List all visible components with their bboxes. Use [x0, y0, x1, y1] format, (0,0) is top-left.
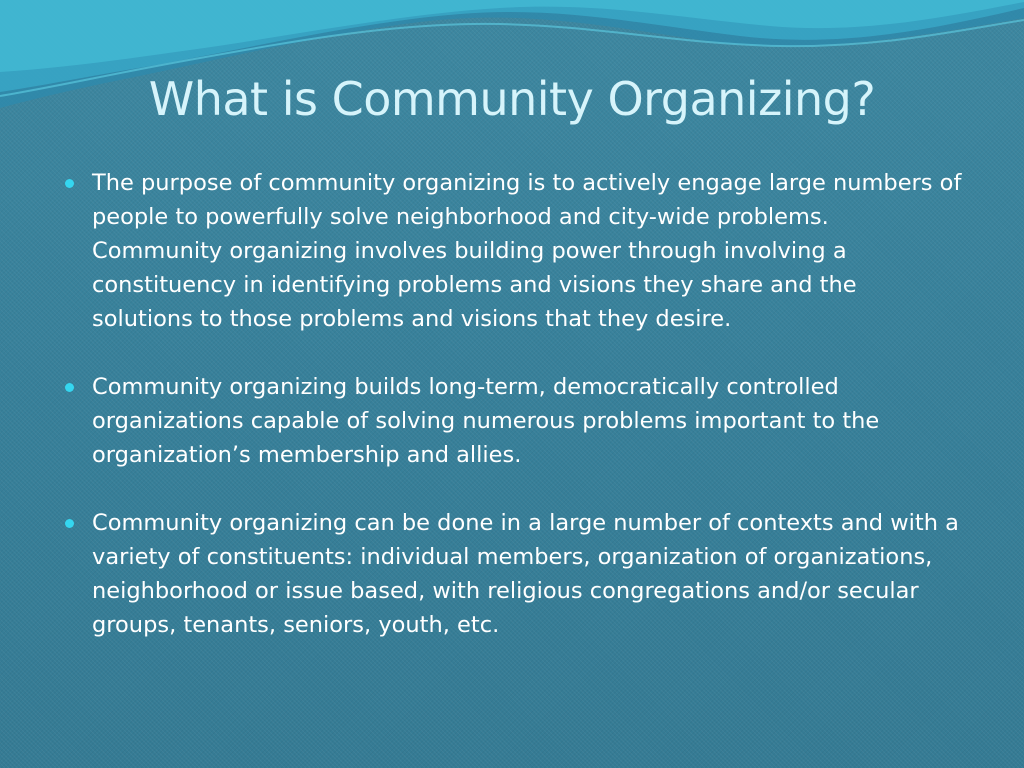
bullet-text: Community organizing can be done in a large number of contexts and with a variety of constituents: individual members, organization of organizations, neighborhood or issue based, with religious congregations and/or secular groups, tenants, seniors, youth, etc. — [92, 510, 959, 638]
bullet-list — [62, 166, 962, 676]
bullet-text: The purpose of community organizing is to actively engage large numbers of people to powerfully solve neighborhood and city-wide problems. Community organizing involves building power through involving a constituency in identifying problems and visions they share and the solutions to those problems and visions that they desire. — [92, 170, 962, 332]
bullet-dot-icon — [65, 179, 74, 188]
bullet-item — [62, 166, 962, 336]
slide-title: What is Community Organizing? — [148, 72, 876, 126]
bullet-item — [62, 506, 962, 642]
bullet-item — [62, 370, 962, 472]
bullet-text: Community organizing builds long-term, democratically controlled organizations capable of solving numerous problems important to the organization’s membership and allies. — [92, 374, 880, 468]
bullet-dot-icon — [65, 519, 74, 528]
bullet-dot-icon — [65, 383, 74, 392]
